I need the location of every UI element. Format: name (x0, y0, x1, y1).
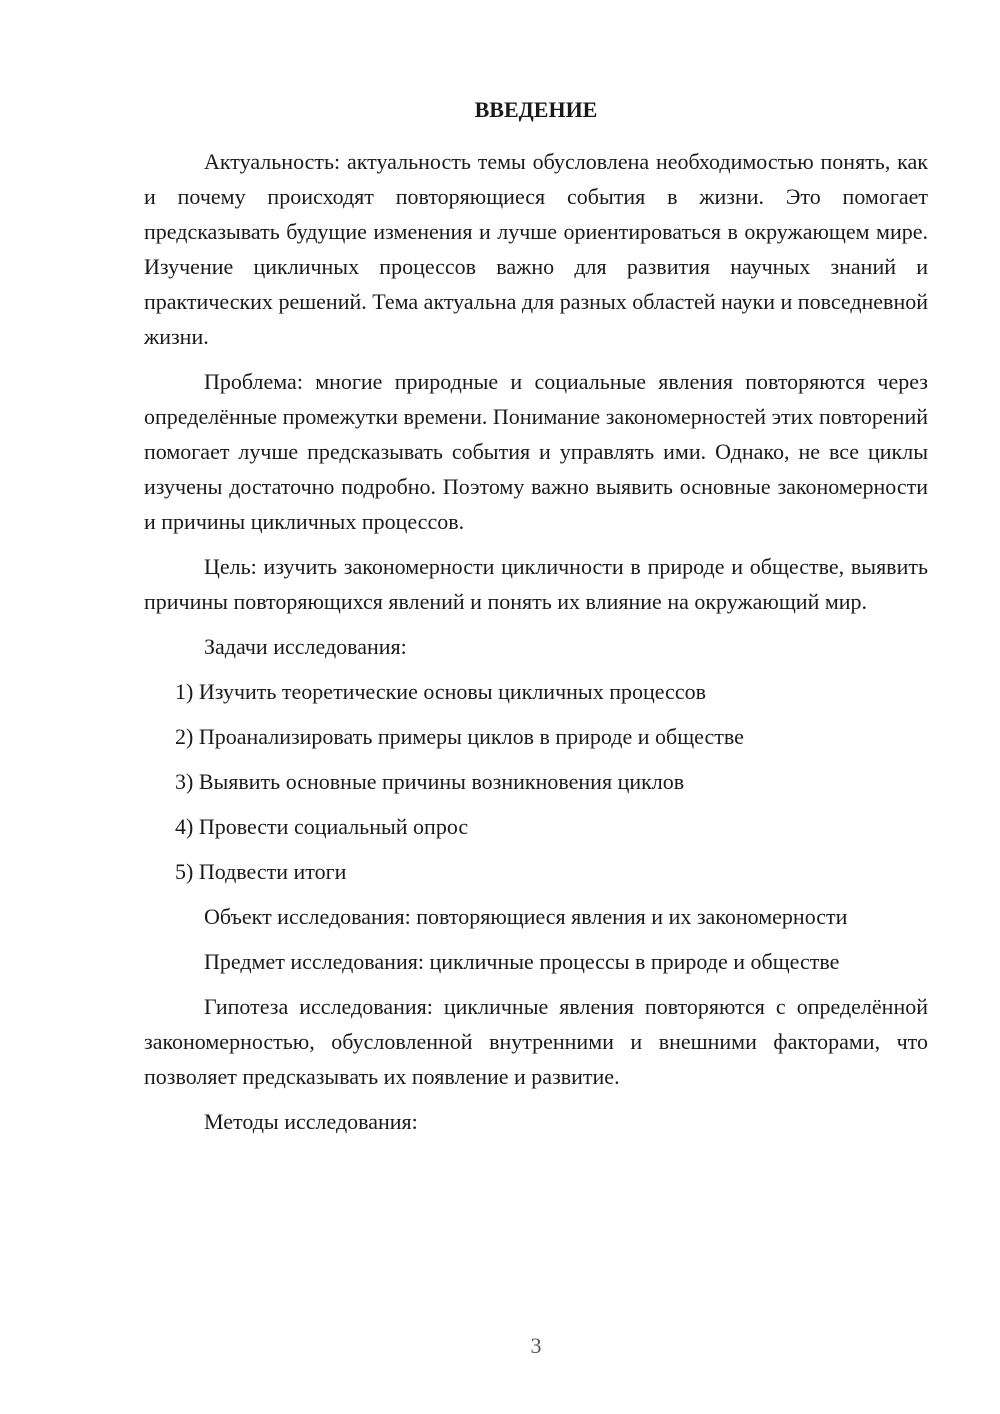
methods-heading: Методы исследования: (204, 1109, 418, 1134)
goal-paragraph: Цель: изучить закономерности цикличности в природе и обществе, выявить причины повторяющихся явлений и понять их влияние на окружающий мир. (144, 554, 928, 614)
task-list (144, 674, 928, 889)
task-item-4: 4) Провести социальный опрос (175, 814, 469, 839)
task-item-2: 2) Проанализировать примеры циклов в природе и обществе (175, 724, 744, 749)
page-title: ВВЕДЕНИЕ (474, 97, 598, 122)
problem-paragraph: Проблема: многие природные и социальные явления повторяются через определённые промежутки времени. Понимание закономерностей этих повторений помогает лучше предсказывать события и управлять ими. Однако, не все циклы изучены достаточно подробно. Поэтому важно выявить основные закономерности и причины цикличных процессов. (144, 369, 928, 534)
task-item-3: 3) Выявить основные причины возникновения циклов (175, 769, 685, 794)
tasks-heading: Задачи исследования: (204, 634, 407, 659)
hypothesis-paragraph: Гипотеза исследования: цикличные явления повторяются с определённой закономерностью, обусловленной внутренними и внешними факторами, что позволяет предсказывать их появление и развитие. (144, 994, 928, 1089)
task-item-1: 1) Изучить теоретические основы цикличных процессов (175, 679, 706, 704)
page-number: 3 (530, 1333, 542, 1358)
object-paragraph: Объект исследования: повторяющиеся явления и их закономерности (204, 904, 848, 929)
relevance-paragraph: Актуальность: актуальность темы обусловлена необходимостью понять, как и почему происходят повторяющиеся события в жизни. Это помогает предсказывать будущие изменения и лучше ориентироваться в окружающем мире. Изучение цикличных процессов важно для развития научных знаний и практических решений. Тема актуальна для разных областей науки и повседневной жизни. (144, 149, 928, 349)
task-item-5: 5) Подвести итоги (175, 859, 347, 884)
document-page (144, 94, 928, 1149)
subject-paragraph: Предмет исследования: цикличные процессы в природе и обществе (204, 949, 840, 974)
